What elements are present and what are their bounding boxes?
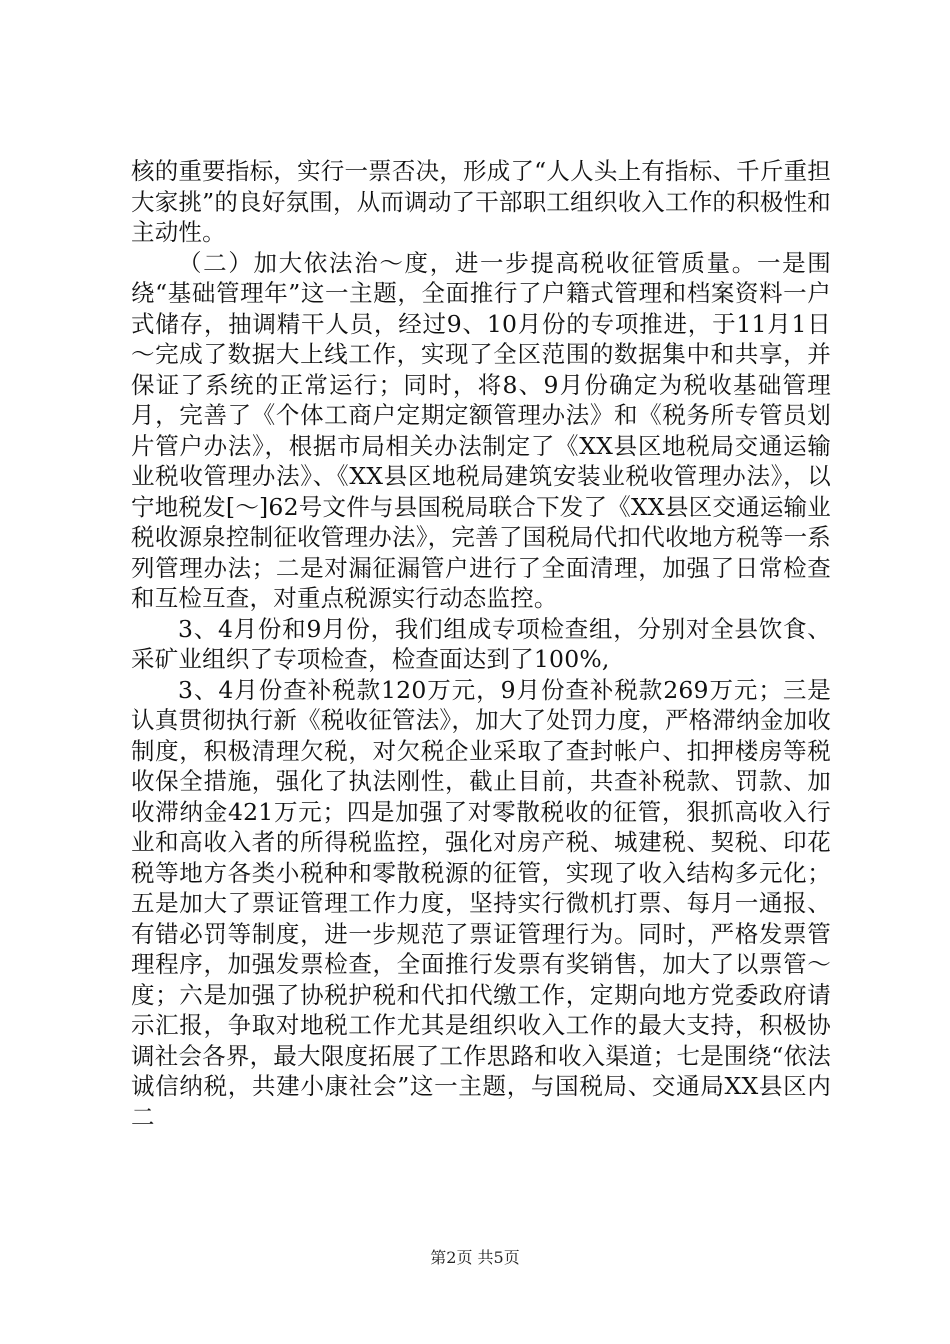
paragraph-3: 3、4月份和9月份，我们组成专项检查组，分别对全县饮食、采矿业组织了专项检查，检查面达到了100%, bbox=[131, 614, 831, 673]
page-footer: 第2页 共5页 bbox=[430, 1248, 520, 1267]
paragraph-2: （二）加大依法治～度，进一步提高税收征管质量。一是围绕“基础管理年”这一主题，全面推行了户籍式管理和档案资料一户式储存，抽调精干人员，经过9、10月份的专项推进，于11月1日～完成了数据大上线工作，实现了全区范围的数据集中和共享，并保证了系统的正常运行；同时，将8、9月份确定为税收基础管理月，完善了《个体工商户定期定额管理办法》和《税务所专管员划片管户办法》，根据市局相关办法制定了《XX县区地税局交通运输业税收管理办法》、《XX县区地税局建筑安装业税收管理办法》，以宁地税发[～]62号文件与县国税局联合下发了《XX县区交通运输业税收源泉控制征收管理办法》，完善了国税局代扣代收地方税等一系列管理办法；二是对漏征漏管户进行了全面清理，加强了日常检查和互检互查，对重点税源实行动态监控。 bbox=[131, 248, 831, 612]
document-body bbox=[131, 156, 831, 1132]
paragraph-4: 3、4月份查补税款120万元，9月份查补税款269万元；三是认真贯彻执行新《税收征管法》，加大了处罚力度，严格滞纳金加收制度，积极清理欠税，对欠税企业采取了查封帐户、扣押楼房等税收保全措施，强化了执法刚性，截止目前，共查补税款、罚款、加收滞纳金421万元；四是加强了对零散税收的征管，狠抓高收入行业和高收入者的所得税监控，强化对房产税、城建税、契税、印花税等地方各类小税种和零散税源的征管，实现了收入结构多元化；五是加大了票证管理工作力度，坚持实行微机打票、每月一通报、有错必罚等制度，进一步规范了票证管理行为。同时，严格发票管理程序，加强发票检查，全面推行发票有奖销售，加大了以票管～度；六是加强了协税护税和代扣代缴工作，定期向地方党委政府请示汇报，争取对地税工作尤其是组织收入工作的最大支持，积极协调社会各界，最大限度拓展了工作思路和收入渠道；七是围绕“依法诚信纳税，共建小康社会”这一主题，与国税局、交通局XX县区内二 bbox=[131, 675, 831, 1131]
paragraph-1: 核的重要指标，实行一票否决，形成了“人人头上有指标、千斤重担大家挑”的良好氛围，从而调动了干部职工组织收入工作的积极性和主动性。 bbox=[131, 157, 831, 246]
